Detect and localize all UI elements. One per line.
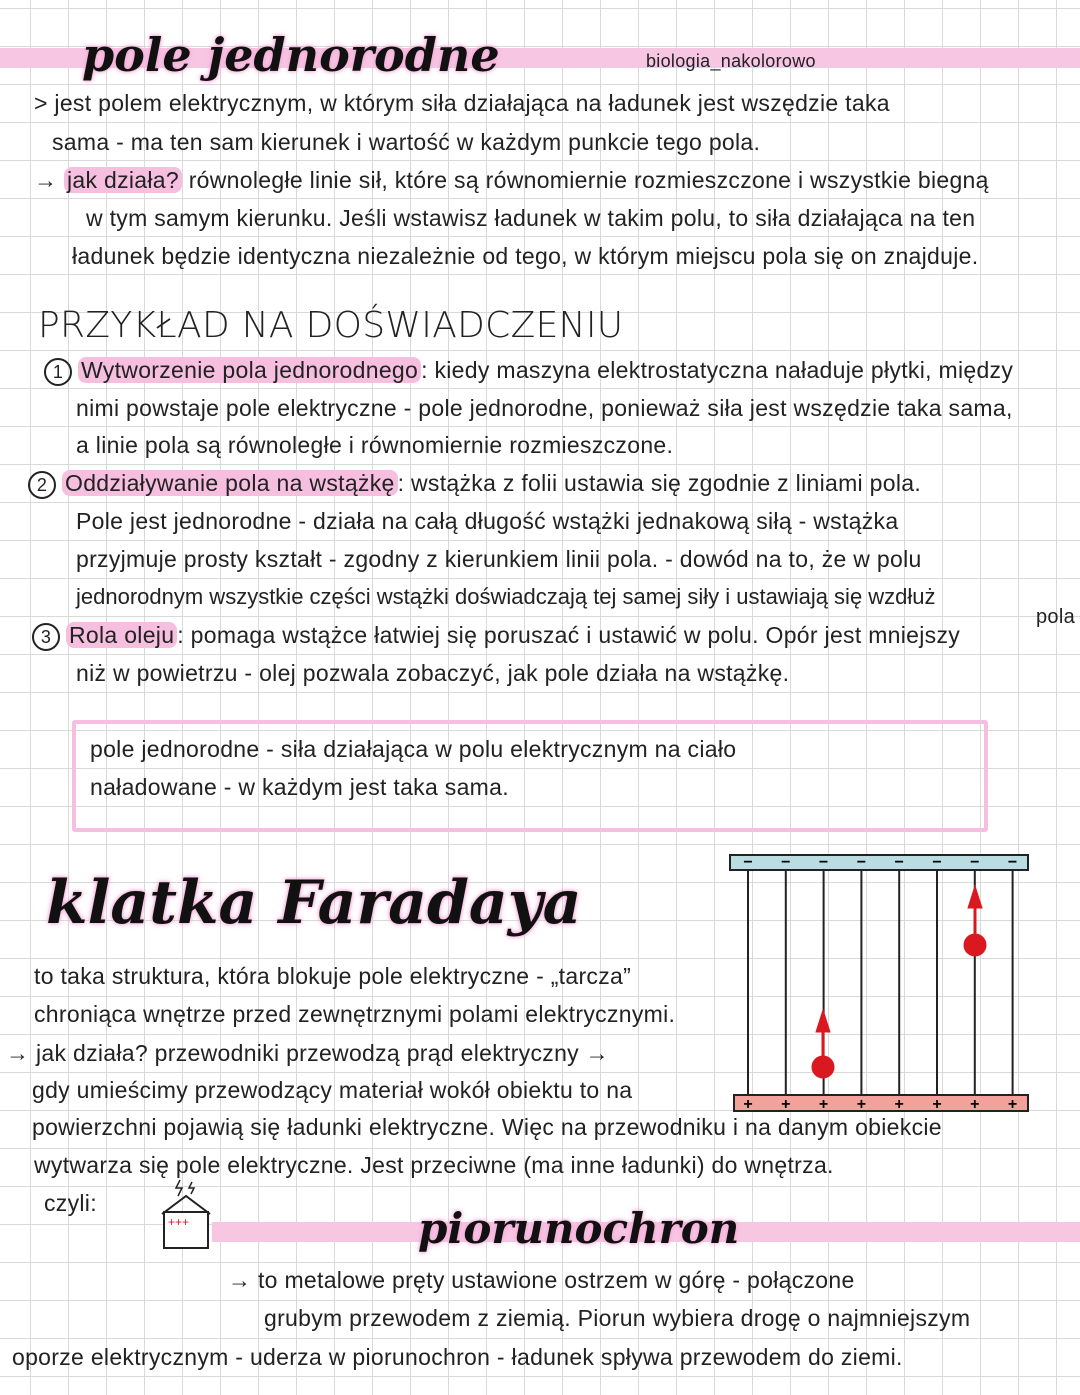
number-badge: 1: [44, 358, 72, 386]
charge-sign: +: [781, 1096, 791, 1113]
charge-sign: −: [932, 854, 942, 871]
watermark: biologia_nakolorowo: [646, 51, 816, 71]
section-heading-przyklad: PRZYKŁAD NA DOŚWIADCZENIU: [38, 305, 624, 346]
positive-plate: [734, 1095, 1028, 1111]
text-line: a linie pola są równoległe i równomiernie rozmieszczone.: [76, 432, 674, 458]
charge-sign: +: [856, 1096, 867, 1113]
list-item-2: [28, 468, 921, 499]
text-line: [34, 165, 989, 195]
text-line: → jak działa? przewodniki przewodzą prąd elektryczny →: [6, 1040, 609, 1066]
text-line: > jest polem elektrycznym, w którym siła działająca na ładunek jest wszędzie taka: [34, 90, 890, 116]
text-line: → to metalowe pręty ustawione ostrzem w górę - połączone: [228, 1267, 855, 1293]
charge-sign: +: [1007, 1096, 1018, 1113]
charge-sign: +: [894, 1096, 904, 1113]
text-line: Pole jest jednorodne - działa na całą długość wstążki jednakową siłą - wstążka: [76, 508, 899, 534]
negative-plate: [730, 855, 1028, 870]
svg-text:+++: +++: [168, 1215, 190, 1229]
text-line: grubym przewodem z ziemią. Piorun wybiera drogę o najmniejszym: [264, 1305, 971, 1331]
text: : kiedy maszyna elektrostatyczna naładuje płytki, między: [421, 357, 1014, 383]
charge-sign: +: [932, 1096, 942, 1113]
arrow-icon: →: [34, 167, 58, 193]
charge-sign: −: [1007, 854, 1018, 871]
charge-sign: −: [970, 854, 980, 871]
charge-sign: +: [818, 1096, 829, 1113]
charge-sign: −: [894, 854, 904, 871]
section-title-piorunochron: piorunochron: [418, 1204, 740, 1253]
list-item-1: [44, 355, 1013, 386]
text-line: nimi powstaje pole elektryczne - pole jednorodne, ponieważ siła jest wszędzie taka sama,: [76, 395, 1013, 421]
text-line: sama - ma ten sam kierunek i wartość w każdym punkcie tego pola.: [52, 129, 761, 155]
text-line: chroniąca wnętrze przed zewnętrznymi polami elektrycznymi.: [34, 1001, 676, 1027]
text-line: powierzchni pojawią się ładunki elektryczne. Więc na przewodniku i na danym obiekcie: [32, 1114, 942, 1140]
text-line: czyli:: [44, 1190, 97, 1216]
section-title-pole-jednorodne: pole jednorodne: [82, 28, 500, 82]
item-label: Oddziaływanie pola na wstążkę: [62, 470, 398, 496]
charge-sign: +: [970, 1096, 980, 1113]
text-line: oporze elektrycznym - uderza w piorunochron - ładunek spływa przewodem do ziemi.: [12, 1344, 903, 1370]
text: : pomaga wstążce łatwiej się poruszać i ustawić w polu. Opór jest mniejszy: [177, 622, 961, 648]
text-line: pola: [1036, 606, 1076, 628]
faraday-field-diagram: [726, 850, 1036, 1115]
charge-sign: −: [781, 854, 791, 871]
charge-sign: −: [743, 854, 753, 871]
definition-line: naładowane - w każdym jest taka sama.: [90, 774, 509, 800]
section-title-klatka-faradaya: klatka Faradaya: [46, 868, 582, 938]
item-label: Rola oleju: [66, 622, 177, 648]
text: : wstążka z folii ustawia się zgodnie z liniami pola.: [397, 470, 922, 496]
charge-arrow-1: [812, 1010, 834, 1078]
item-label: Wytworzenie pola jednorodnego: [78, 357, 421, 383]
text-line: przyjmuje prosty kształt - zgodny z kierunkiem linii pola. - dowód na to, że w polu: [76, 546, 922, 572]
text-line: ładunek będzie identyczna niezależnie od tego, w którym miejscu pola się on znajduje.: [72, 243, 979, 269]
house-lightning-icon: [158, 1178, 214, 1250]
text-line: niż w powietrzu - olej pozwala zobaczyć, jak pole działa na wstążkę.: [76, 660, 790, 686]
text-line: jednorodnym wszystkie części wstążki doświadczają tej samej siły i ustawiają się wzdłuż: [76, 584, 936, 609]
number-badge: 3: [32, 623, 60, 651]
text: równoległe linie sił, które są równomiernie rozmieszczone i wszystkie biegną: [188, 167, 989, 193]
charge-sign: +: [743, 1096, 753, 1113]
text-line: to taka struktura, która blokuje pole elektryczne - „tarcza”: [34, 963, 632, 989]
list-item-3: [32, 620, 960, 651]
number-badge: 2: [28, 471, 56, 499]
text-line: w tym samym kierunku. Jeśli wstawisz ładunek w takim polu, to siła działająca na ten: [86, 205, 976, 231]
charge-arrow-2: [964, 886, 986, 956]
definition-line: pole jednorodne - siła działająca w polu elektrycznym na ciało: [90, 736, 737, 762]
charge-sign: −: [856, 854, 867, 871]
text-line: wytwarza się pole elektryczne. Jest przeciwne (ma inne ładunki) do wnętrza.: [34, 1152, 834, 1178]
text-line: gdy umieścimy przewodzący materiał wokół obiektu to na: [32, 1077, 633, 1103]
charge-sign: −: [818, 854, 829, 871]
highlight-label: jak działa?: [64, 167, 182, 193]
